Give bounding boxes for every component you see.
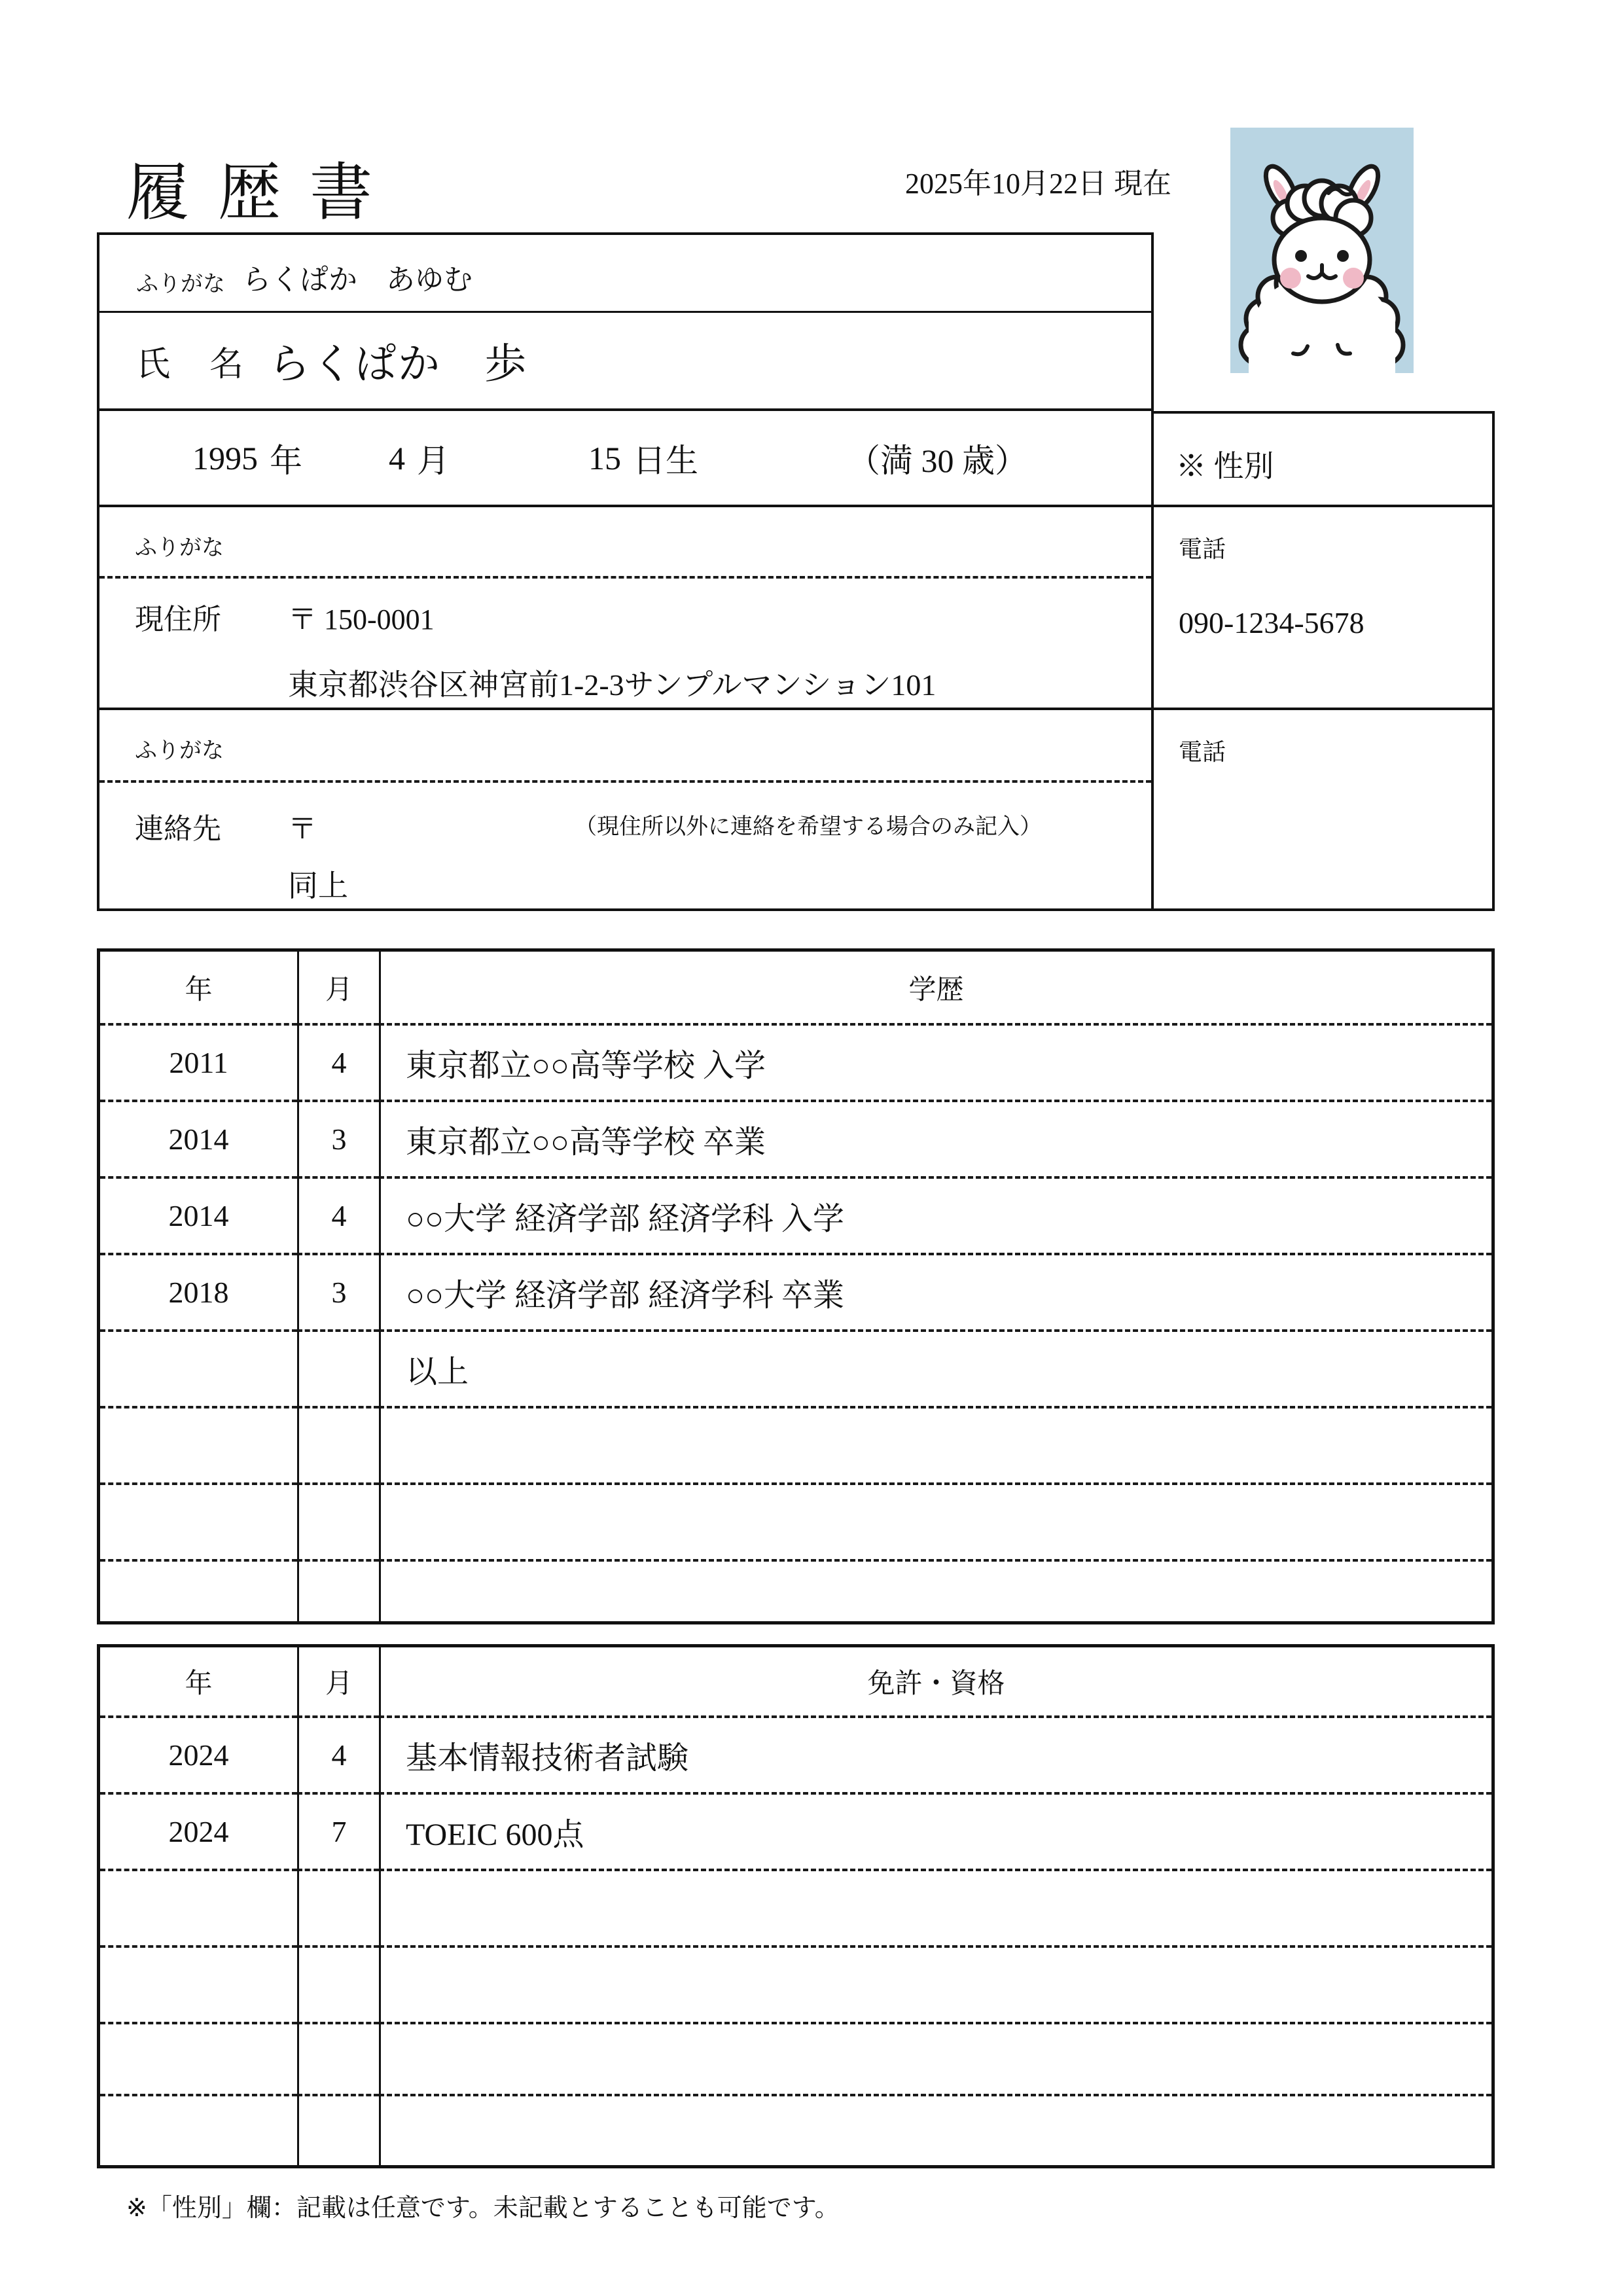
furigana-label: ふりがな	[136, 272, 225, 296]
edu-month-cell: 4	[297, 1023, 379, 1100]
qual-year-cell	[100, 1945, 297, 2022]
personal-info-table	[97, 232, 1154, 911]
current-address-row	[99, 507, 1151, 710]
qual-header-year: 年	[185, 1669, 213, 1699]
edu-end-marker: 以上	[379, 1329, 1491, 1406]
birth-month: 4	[389, 439, 405, 476]
contact-phone-label: 電話	[1179, 739, 1226, 765]
edu-month-cell	[297, 1559, 379, 1621]
furigana-row	[99, 235, 1151, 313]
edu-year-cell: 2014	[100, 1176, 297, 1253]
qual-content-cell: TOEIC 600点	[379, 1792, 1491, 1869]
qual-year-cell	[100, 1869, 297, 1945]
phone-label: 電話	[1179, 536, 1226, 562]
edu-year-cell: 2014	[100, 1100, 297, 1176]
edu-header-year: 年	[185, 975, 213, 1005]
edu-month-cell	[297, 1329, 379, 1406]
edu-header-content: 学歴	[379, 952, 1491, 1023]
gender-field-note: ※「性別」欄：記載は任意です。未記載とすることも可能です。	[126, 2195, 840, 2222]
applicant-photo	[1230, 128, 1414, 373]
gender-label: ※ 性別	[1176, 450, 1274, 483]
qual-content-cell	[379, 1869, 1491, 1945]
birthdate-row	[99, 411, 1151, 507]
alpaca-illustration-icon	[1230, 128, 1414, 373]
qual-year-cell	[100, 2022, 297, 2094]
furigana-value: らくぱか あゆむ	[242, 264, 473, 296]
page-title: 履 歴 書	[126, 158, 379, 228]
birth-day: 15	[588, 439, 621, 476]
edu-content-cell: 東京都立○○高等学校 入学	[379, 1023, 1491, 1100]
dotted-divider	[99, 576, 1151, 579]
edu-year-cell	[100, 1482, 297, 1559]
birth-month-unit: 月	[417, 442, 450, 479]
qual-content-cell	[379, 2094, 1491, 2165]
edu-content-cell	[379, 1406, 1491, 1482]
current-address-value: 東京都渋谷区神宮前1-2-3サンプルマンション101	[288, 668, 936, 702]
qualification-table	[97, 1644, 1495, 2168]
edu-content-cell	[379, 1482, 1491, 1559]
edu-year-cell	[100, 1329, 297, 1406]
date-as-of: 2025年10月22日 現在	[905, 168, 1171, 200]
contact-value: 同上	[288, 869, 348, 903]
current-address-label: 現住所	[135, 603, 221, 636]
contact-furigana-label: ふりがな	[135, 739, 224, 763]
qual-month-cell	[297, 1945, 379, 2022]
edu-content-cell: ○○大学 経済学部 経済学科 入学	[379, 1176, 1491, 1253]
qual-year-cell	[100, 2094, 297, 2165]
qual-content-cell: 基本情報技術者試験	[379, 1715, 1491, 1792]
current-address-postal: 〒 150-0001	[288, 603, 435, 636]
birth-day-unit: 日生	[633, 442, 698, 479]
edu-content-cell	[379, 1559, 1491, 1621]
edu-month-cell	[297, 1482, 379, 1559]
edu-month-cell: 4	[297, 1176, 379, 1253]
qual-month-cell: 7	[297, 1792, 379, 1869]
edu-month-cell: 3	[297, 1100, 379, 1176]
qual-content-cell	[379, 1945, 1491, 2022]
name-label: 氏 名	[136, 346, 247, 384]
contact-note: （現住所以外に連絡を希望する場合のみ記入）	[575, 815, 1042, 839]
contact-postal-mark: 〒	[288, 813, 317, 845]
qual-year-cell: 2024	[100, 1792, 297, 1869]
contact-label: 連絡先	[135, 813, 221, 845]
qual-month-cell: 4	[297, 1715, 379, 1792]
edu-month-cell: 3	[297, 1253, 379, 1329]
birth-year: 1995	[192, 439, 258, 476]
qual-month-cell	[297, 2094, 379, 2165]
qual-header-content: 免許・資格	[379, 1647, 1491, 1715]
name-value: らくぱか 歩	[268, 341, 528, 387]
qual-year-cell: 2024	[100, 1715, 297, 1792]
qual-content-cell	[379, 2022, 1491, 2094]
address-furigana-label: ふりがな	[135, 536, 224, 560]
edu-year-cell	[100, 1559, 297, 1621]
name-row	[99, 313, 1151, 411]
gender-box	[1154, 414, 1492, 507]
qual-header-month: 月	[297, 1647, 379, 1715]
qual-month-cell	[297, 2022, 379, 2094]
birth-year-unit: 年	[270, 442, 302, 479]
phone-value: 090-1234-5678	[1179, 606, 1364, 639]
edu-year-cell: 2011	[100, 1023, 297, 1100]
contact-phone-box	[1154, 710, 1492, 908]
edu-header-month: 月	[297, 952, 379, 1023]
edu-content-cell: ○○大学 経済学部 経済学科 卒業	[379, 1253, 1491, 1329]
qual-month-cell	[297, 1869, 379, 1945]
dotted-divider	[99, 780, 1151, 783]
contact-address-row	[99, 710, 1151, 908]
edu-content-cell: 東京都立○○高等学校 卒業	[379, 1100, 1491, 1176]
edu-year-cell	[100, 1406, 297, 1482]
education-table	[97, 948, 1495, 1624]
phone-box	[1154, 507, 1492, 710]
edu-year-cell: 2018	[100, 1253, 297, 1329]
birth-age: （満 30 歳）	[847, 442, 1027, 479]
edu-month-cell	[297, 1406, 379, 1482]
personal-info-right-column	[1154, 411, 1495, 911]
